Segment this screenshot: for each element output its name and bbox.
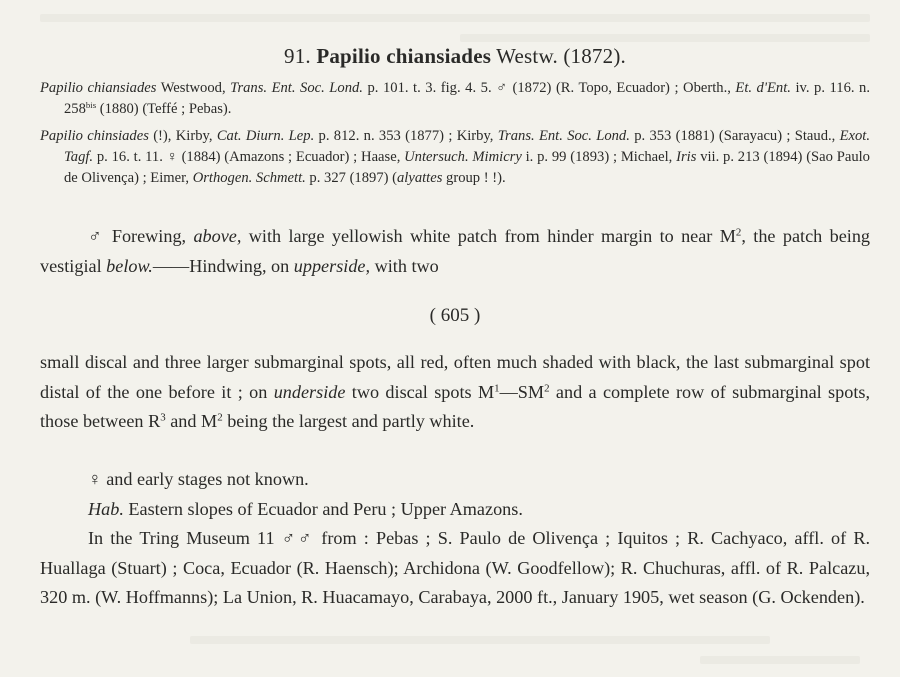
citation-text: p. 353 (1881) (Sarayacu) ; Staud., bbox=[629, 128, 840, 144]
habitat-text: Eastern slopes of Ecuador and Peru ; Upper Amazons. bbox=[123, 499, 523, 519]
body-text: Forewing, bbox=[104, 226, 194, 246]
body-text: and a complete row of submarginal spots, those between R bbox=[40, 381, 871, 431]
citation-text: Westwood, bbox=[156, 80, 231, 96]
citation-text: (1880) (Teffé ; Pebas). bbox=[96, 101, 232, 117]
citation-text: group ! !). bbox=[442, 170, 506, 186]
superscript: 2 bbox=[217, 411, 223, 424]
emphasis-text: underside bbox=[273, 381, 346, 402]
body-text: —SM bbox=[499, 381, 545, 402]
journal-title: Orthogen. Schmett. bbox=[192, 170, 306, 186]
emphasis-text: upperside, bbox=[293, 255, 371, 276]
museum-specimens-paragraph: In the Tring Museum 11 ♂♂ from : Pebas ; S. Paulo de Olivença ; Iquitos ; R. Cachyaco, affl. of R. Huallaga (Stuart) ; Coca, Ecuador (R. Haensch); Archidona (W. Goodfellow); R. Chuchuras, affl. of R. Palcazu, 320 m. (W. Hoffmanns); La Union, R. Huacamayo, Carabaya, 2000 ft., January 1905, wet season (G. Ockenden). bbox=[40, 528, 870, 607]
emphasis-text: above, bbox=[193, 226, 242, 246]
journal-title: Trans. Ent. Soc. Lond. bbox=[230, 80, 363, 96]
taxon-name: Papilio chinsiades bbox=[40, 128, 149, 144]
citation-text: p. 327 (1897) ( bbox=[305, 170, 397, 186]
synonymy-entry-2 bbox=[40, 126, 870, 189]
page-number: ( 605 ) bbox=[429, 305, 481, 326]
journal-title: Untersuch. Mimicry bbox=[404, 149, 522, 165]
journal-title: Et. d'Ent. bbox=[735, 80, 791, 96]
journal-title: Cat. Diurn. Lep. bbox=[216, 128, 315, 144]
female-note: ♀ and early stages not known. bbox=[88, 469, 309, 489]
body-text: being the largest and partly white. bbox=[222, 411, 475, 431]
species-number: 91. bbox=[284, 44, 311, 68]
body-text: two discal spots M bbox=[345, 381, 495, 402]
superscript: bis bbox=[85, 99, 97, 110]
body-text: small discal and three larger submarginal spots, all red, often much shaded with black, the last submarginal spot distal of the one before it ; on bbox=[40, 352, 870, 402]
citation-text: p. 16. t. 11. ♀ (1884) (Amazons ; Ecuador) ; Haase, bbox=[93, 149, 405, 165]
bleed-through-mark bbox=[460, 34, 870, 42]
citation-text: p. 101. t. 3. fig. 4. 5. ♂ (1872) (R. Topo, Ecuador) ; Oberth., bbox=[362, 80, 736, 96]
citation-text: p. 812. n. 353 (1877) ; Kirby, bbox=[314, 128, 498, 144]
bleed-through-mark bbox=[190, 636, 770, 644]
body-text: ——Hindwing, on bbox=[152, 255, 294, 276]
citation-text: (!), Kirby, bbox=[148, 128, 217, 144]
group-name: alyattes bbox=[396, 170, 443, 186]
superscript: 2 bbox=[544, 381, 550, 394]
superscript: 3 bbox=[160, 411, 166, 424]
superscript: 2 bbox=[735, 226, 742, 239]
superscript: 1 bbox=[494, 381, 500, 394]
citation-text: iv. p. 116. n. 258 bbox=[64, 80, 870, 117]
habitat-paragraph bbox=[40, 495, 870, 525]
synonymy-entry-1 bbox=[40, 78, 870, 120]
emphasis-text: below. bbox=[106, 255, 153, 276]
taxon-name: Papilio chiansiades bbox=[40, 80, 157, 96]
citation-text: vii. p. 213 (1894) (Sao Paulo de Olivença) ; Eimer, bbox=[64, 149, 870, 186]
species-heading bbox=[40, 44, 870, 69]
citation-text: i. p. 99 (1893) ; Michael, bbox=[521, 149, 677, 165]
habitat-label: Hab. bbox=[88, 499, 124, 519]
body-text: , the patch being vestigial bbox=[40, 226, 871, 276]
bleed-through-mark bbox=[40, 14, 870, 22]
journal-title: Trans. Ent. Soc. Lond. bbox=[497, 128, 630, 144]
body-text: with two bbox=[370, 255, 439, 276]
male-symbol: ♂ bbox=[88, 226, 105, 246]
description-paragraph-part-1 bbox=[40, 222, 870, 281]
species-author-year: Westw. (1872). bbox=[496, 44, 626, 68]
journal-title: Iris bbox=[676, 149, 697, 165]
species-name: Papilio chiansiades bbox=[316, 44, 492, 68]
journal-title: Exot. Tagf. bbox=[64, 128, 871, 165]
bleed-through-mark bbox=[700, 656, 860, 664]
body-text: with large yellowish white patch from hinder margin to near M bbox=[241, 226, 736, 246]
body-text: and M bbox=[165, 411, 218, 431]
description-paragraph-part-2 bbox=[40, 348, 870, 437]
